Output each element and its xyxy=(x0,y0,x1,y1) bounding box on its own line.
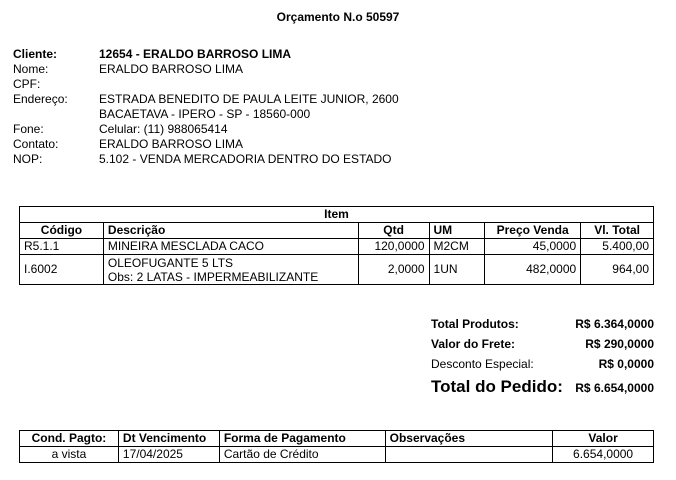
endereco-label: Endereço: xyxy=(13,92,68,106)
nop-label: NOP: xyxy=(13,152,43,166)
cell-cond: a vista xyxy=(20,447,119,463)
endereco-line2: BACAETAVA - IPERO - SP - 18560-000 xyxy=(99,107,311,121)
table-row xyxy=(20,447,654,463)
cell-obs xyxy=(385,447,553,463)
col-header-obs: Observações xyxy=(385,431,553,447)
contato-value: ERALDO BARROSO LIMA xyxy=(99,137,244,151)
desconto-label: Desconto Especial: xyxy=(431,357,534,371)
cell-qtd: 120,0000 xyxy=(358,239,429,255)
col-header-total: Vl. Total xyxy=(581,223,654,239)
cell-descricao-multi xyxy=(103,255,358,285)
table-row xyxy=(20,255,654,285)
endereco-row xyxy=(13,92,399,107)
cell-descricao: OLEOFUGANTE 5 LTS xyxy=(107,255,234,270)
valor-frete-value: R$ 290,0000 xyxy=(585,337,654,351)
col-header-qtd: Qtd xyxy=(358,223,429,239)
items-caption-row xyxy=(20,207,654,223)
col-header-venc: Dt Vencimento xyxy=(118,431,219,447)
total-pedido-value: R$ 6.654,0000 xyxy=(575,381,654,395)
items-table xyxy=(19,206,654,285)
nome-row xyxy=(13,62,399,77)
nome-value: ERALDO BARROSO LIMA xyxy=(99,62,244,76)
cell-total: 5.400,00 xyxy=(581,239,654,255)
page-title: Orçamento N.o 50597 xyxy=(276,10,400,24)
table-row xyxy=(20,239,654,255)
cell-codigo: R5.1.1 xyxy=(20,239,104,255)
payment-table xyxy=(19,430,654,463)
cell-preco: 482,0000 xyxy=(485,255,581,285)
valor-frete-row xyxy=(431,337,654,357)
fone-label: Fone: xyxy=(13,122,44,136)
nome-label: Nome: xyxy=(13,62,49,76)
payment-header-row xyxy=(20,431,654,447)
col-header-valor: Valor xyxy=(553,431,654,447)
endereco-line1: ESTRADA BENEDITO DE PAULA LEITE JUNIOR, 2600 xyxy=(99,92,399,106)
cliente-value: 12654 - ERALDO BARROSO LIMA xyxy=(99,47,292,61)
col-header-cond: Cond. Pagto: xyxy=(20,431,119,447)
cpf-row xyxy=(13,77,399,92)
cell-total: 964,00 xyxy=(581,255,654,285)
cell-forma: Cartão de Crédito xyxy=(219,447,385,463)
customer-info xyxy=(13,47,399,167)
cell-codigo: I.6002 xyxy=(20,255,104,285)
nop-value: 5.102 - VENDA MERCADORIA DENTRO DO ESTADO xyxy=(99,152,392,166)
cell-obs: Obs: 2 LATAS - IMPERMEABILIZANTE xyxy=(107,269,319,284)
col-header-preco: Preço Venda xyxy=(485,223,581,239)
col-header-um: UM xyxy=(429,223,485,239)
cell-valor: 6.654,0000 xyxy=(553,447,654,463)
cell-preco: 45,0000 xyxy=(485,239,581,255)
cliente-label: Cliente: xyxy=(13,47,58,61)
col-header-forma: Forma de Pagamento xyxy=(219,431,385,447)
cell-um: 1UN xyxy=(429,255,485,285)
items-header-row xyxy=(20,223,654,239)
totals-block xyxy=(431,317,654,397)
total-produtos-value: R$ 6.364,0000 xyxy=(575,317,654,331)
fone-value: Celular: (11) 988065414 xyxy=(99,122,228,136)
col-header-codigo: Código xyxy=(20,223,104,239)
contato-row xyxy=(13,137,399,152)
total-pedido-row xyxy=(431,377,654,397)
col-header-descricao: Descrição xyxy=(103,223,358,239)
cpf-label: CPF: xyxy=(13,77,41,91)
cell-descricao: MINEIRA MESCLADA CACO xyxy=(103,239,358,255)
endereco-row-2 xyxy=(13,107,399,122)
total-produtos-label: Total Produtos: xyxy=(431,317,519,331)
valor-frete-label: Valor do Frete: xyxy=(431,337,516,351)
total-pedido-label: Total do Pedido: xyxy=(431,377,563,396)
total-produtos-row xyxy=(431,317,654,337)
nop-row xyxy=(13,152,399,167)
contato-label: Contato: xyxy=(13,137,59,151)
fone-row xyxy=(13,122,399,137)
desconto-value: R$ 0,0000 xyxy=(598,357,654,371)
cell-qtd: 2,0000 xyxy=(358,255,429,285)
items-caption: Item xyxy=(20,207,654,223)
cliente-row xyxy=(13,47,399,62)
cell-um: M2CM xyxy=(429,239,485,255)
cell-venc: 17/04/2025 xyxy=(118,447,219,463)
desconto-row xyxy=(431,357,654,377)
